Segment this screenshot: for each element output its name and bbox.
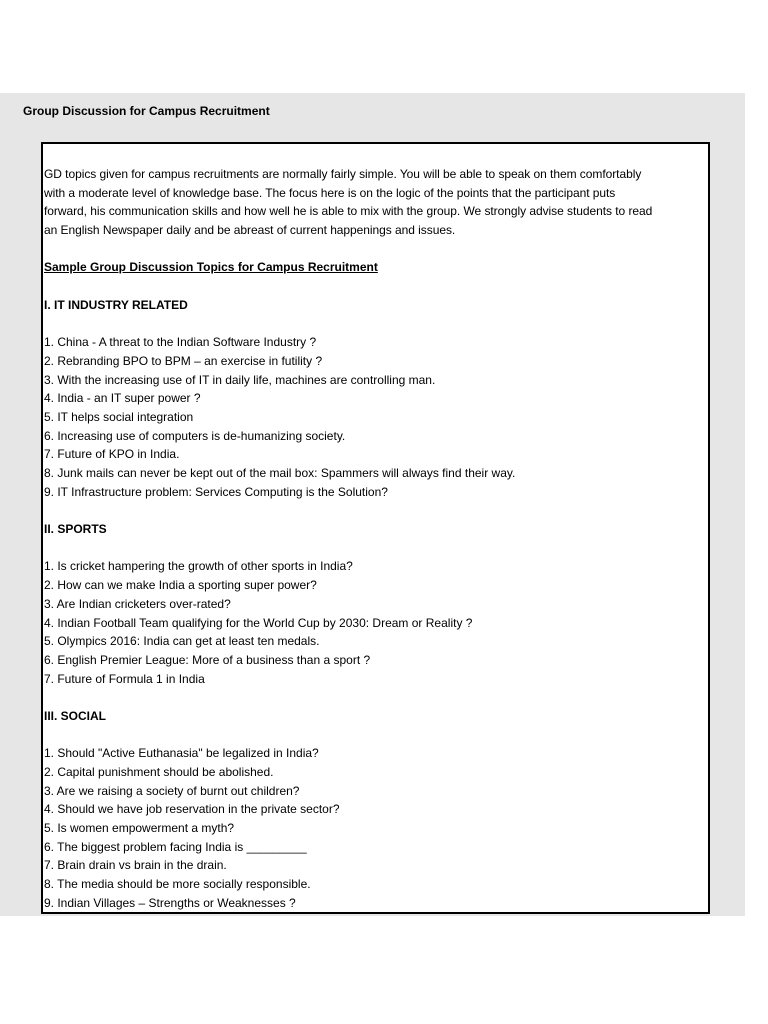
sample-topics-heading: Sample Group Discussion Topics for Campus Recruitment (44, 260, 378, 275)
document-title: Group Discussion for Campus Recruitment (23, 104, 270, 118)
list-item: 7. Future of Formula 1 in India (44, 671, 205, 686)
list-item: 3. Are we raising a society of burnt out children? (44, 783, 300, 798)
list-item: 7. Brain drain vs brain in the drain. (44, 858, 227, 873)
list-item: 6. English Premier League: More of a business than a sport ? (44, 652, 371, 667)
list-item: 5. Is women empowerment a myth? (44, 821, 235, 836)
list-item: 1. Should "Active Euthanasia" be legalized in India? (44, 746, 319, 761)
list-item: 3. With the increasing use of IT in daily life, machines are controlling man. (44, 372, 436, 387)
section-heading-social: III. SOCIAL (44, 708, 107, 723)
list-item: 8. The media should be more socially responsible. (44, 877, 311, 892)
section-heading-sports: II. SPORTS (44, 522, 107, 537)
list-item: 6. The biggest problem facing India is _________ (44, 839, 307, 854)
spacer (44, 539, 708, 558)
spacer (44, 726, 708, 745)
spacer (44, 688, 708, 707)
list-item: 6. Increasing use of computers is de-humanizing society. (44, 428, 346, 443)
spacer (44, 240, 708, 259)
list-item: 4. India - an IT super power ? (44, 391, 201, 406)
intro-line: with a moderate level of knowledge base. The focus here is on the logic of the points that the participant puts (44, 185, 616, 200)
intro-line: forward, his communication skills and how well he is able to mix with the group. We strongly advise students to read (44, 204, 653, 219)
spacer (44, 501, 708, 520)
intro-line: GD topics given for campus recruitments are normally fairly simple. You will be able to speak on them comfortably (44, 167, 642, 181)
list-item: 9. IT Infrastructure problem: Services Computing is the Solution? (44, 484, 388, 499)
list-item: 4. Should we have job reservation in the private sector? (44, 802, 340, 817)
spacer (44, 315, 708, 334)
list-item: 3. Are Indian cricketers over-rated? (44, 596, 231, 611)
list-item: 2. How can we make India a sporting super power? (44, 578, 317, 593)
list-item: 2. Capital punishment should be abolished. (44, 765, 274, 779)
list-item: 5. IT helps social integration (44, 409, 194, 424)
list-item: 5. Olympics 2016: India can get at least ten medals. (44, 634, 320, 649)
section-heading-it-industry: I. IT INDUSTRY RELATED (44, 297, 188, 312)
intro-line: an English Newspaper daily and be abreast of current happenings and issues. (44, 223, 456, 238)
content-box (41, 142, 710, 914)
list-item: 4. Indian Football Team qualifying for the World Cup by 2030: Dream or Reality ? (44, 615, 473, 630)
list-item: 1. China - A threat to the Indian Software Industry ? (44, 335, 317, 350)
list-item: 7. Future of KPO in India. (44, 447, 180, 462)
list-item: 8. Junk mails can never be kept out of the mail box: Spammers will always find their way. (44, 466, 516, 480)
list-item: 1. Is cricket hampering the growth of other sports in India? (44, 559, 353, 574)
list-item: 9. Indian Villages – Strengths or Weaknesses ? (44, 895, 296, 910)
list-item: 2. Rebranding BPO to BPM – an exercise in futility ? (44, 353, 323, 368)
spacer (44, 277, 708, 296)
